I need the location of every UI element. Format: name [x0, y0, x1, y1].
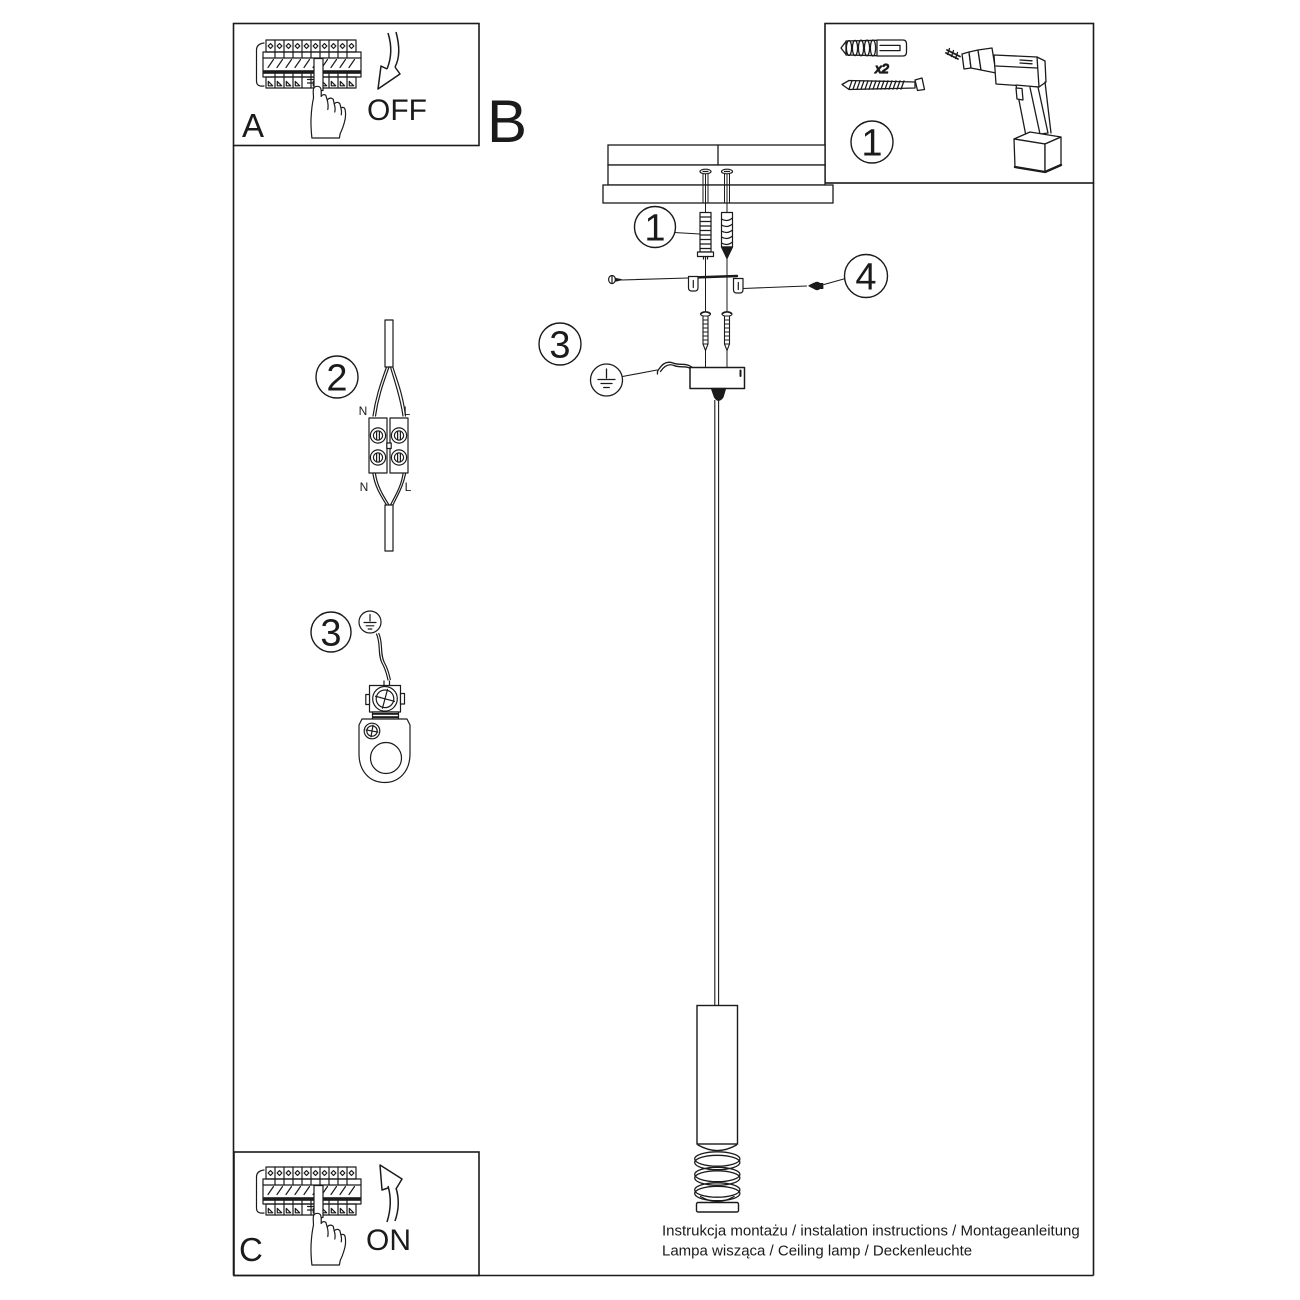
callout-1-parts-number: 1	[861, 122, 883, 165]
wire-label-l-bottom: L	[404, 480, 412, 494]
on-label: ON	[366, 1224, 411, 1257]
lamp-spring	[695, 1145, 740, 1202]
screw-icon	[842, 78, 925, 91]
cable-gland	[712, 389, 726, 401]
panel-a-label: A	[242, 107, 265, 144]
terminal-block	[369, 418, 408, 473]
clamp-bracket	[359, 719, 410, 783]
callout-1-assembly-number: 1	[644, 207, 666, 250]
bracket-screw-left	[609, 276, 688, 284]
wire-label-n-bottom: N	[359, 480, 369, 494]
callout-3-detail-number: 3	[320, 612, 342, 655]
section-b-label: B	[487, 88, 528, 155]
arrow-down-icon	[378, 32, 400, 89]
wall-plug-right	[722, 213, 733, 259]
lamp-tube	[697, 1006, 738, 1145]
wall-plug-icon	[841, 40, 907, 56]
ground-symbol-small-icon	[359, 611, 381, 633]
breaker-unit-a	[257, 40, 362, 138]
ground-wire-detail	[377, 634, 391, 681]
wires-top	[373, 367, 406, 416]
callout-2-number: 2	[326, 357, 348, 400]
ground-clamp	[366, 681, 405, 719]
plug-quantity-label: x2	[875, 61, 889, 76]
arrow-up-icon	[380, 1165, 402, 1222]
wall-plug-left	[698, 213, 714, 260]
wire-label-l-top: L	[403, 404, 411, 418]
supply-cable-bottom	[385, 505, 393, 551]
pendant-cable	[715, 400, 719, 1006]
wire-label-n-top: N	[358, 404, 368, 418]
breaker-unit-c	[257, 1167, 362, 1265]
callout-4-number: 4	[855, 256, 877, 299]
bracket-screw-right	[743, 279, 846, 290]
panel-c-label: C	[239, 1231, 263, 1268]
ground-wire	[623, 362, 694, 376]
mounting-screw-right	[722, 312, 732, 351]
ceiling-slab	[603, 145, 833, 203]
ceiling-canopy	[690, 368, 745, 389]
drill-icon	[946, 48, 1061, 172]
callout-3-assembly-number: 3	[549, 324, 571, 367]
supply-cable-top	[385, 320, 393, 367]
footer-line-1: Instrukcja montażu / instalation instructions / Montageanleitung	[662, 1222, 1080, 1240]
ground-symbol-icon	[591, 364, 623, 396]
mounting-screw-left	[701, 312, 711, 351]
off-label: OFF	[367, 94, 427, 127]
wires-bottom	[373, 474, 406, 505]
mounting-bracket	[689, 276, 744, 293]
footer-line-2: Lampa wisząca / Ceiling lamp / Deckenleuchte	[662, 1242, 973, 1260]
lamp-end-cap	[697, 1203, 739, 1213]
